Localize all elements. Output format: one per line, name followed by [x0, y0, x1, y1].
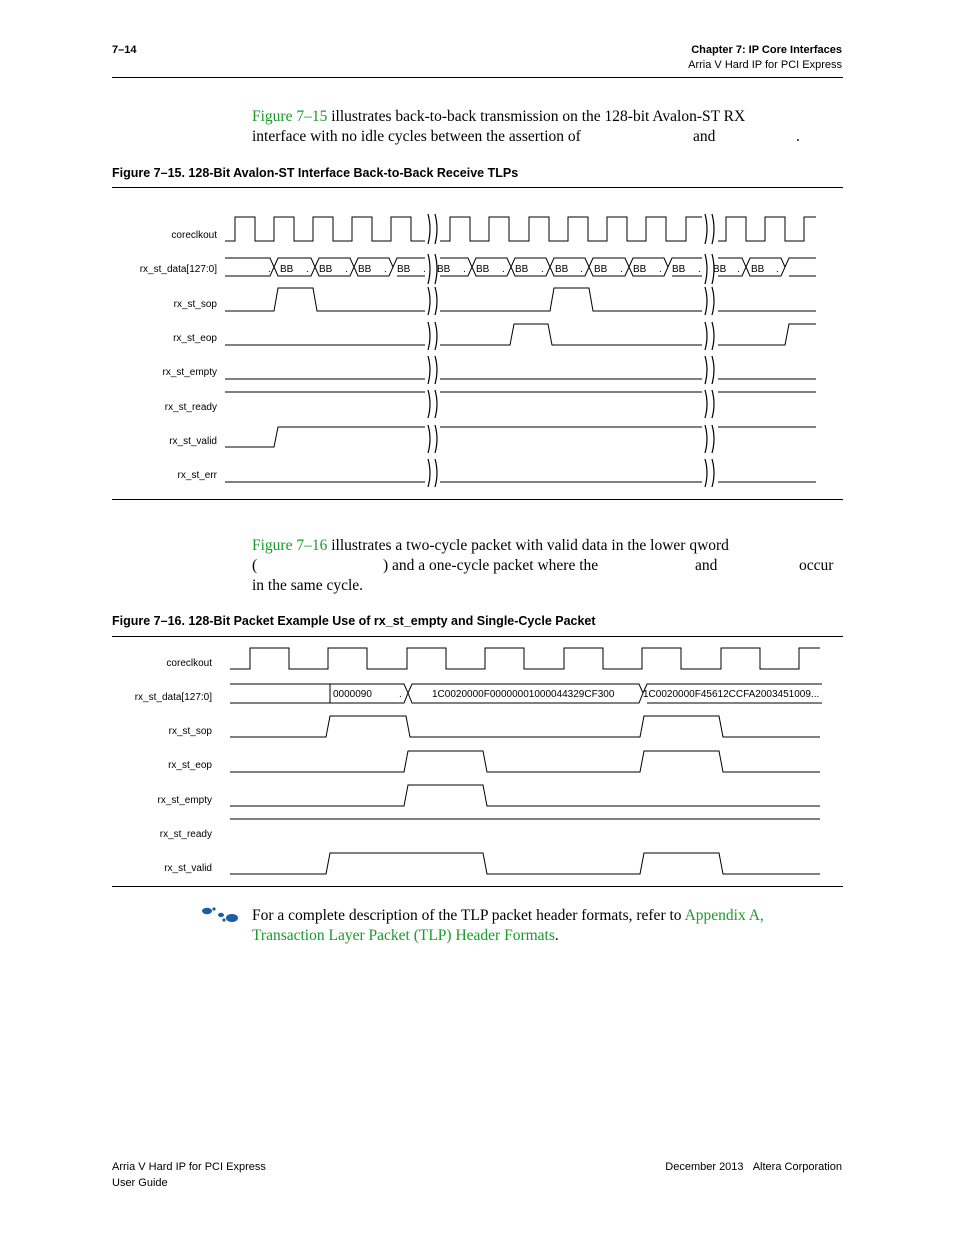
rx-st-valid-wave	[230, 853, 820, 874]
page-number: 7–14	[112, 44, 137, 56]
bus-value-label: .	[541, 264, 544, 275]
bus-value-label: .	[620, 264, 623, 275]
signal-label: rx_st_data[127:0]	[134, 692, 212, 703]
figure-7-16-caption: Figure 7–16. 128-Bit Packet Example Use of rx_st_empty and Single-Cycle Packet	[112, 614, 596, 628]
signal-label: rx_st_valid	[169, 436, 217, 447]
signal-label: coreclkout	[171, 230, 217, 241]
bus-value-label: BB	[515, 264, 529, 275]
bus-value-label: .	[306, 264, 309, 275]
bus-value-label: .	[776, 264, 779, 275]
bus-value-label: .	[502, 264, 505, 275]
bus-value-label: .	[423, 264, 426, 275]
rx-st-empty-wave	[230, 785, 820, 806]
product-name: Arria V Hard IP for PCI Express	[688, 59, 842, 71]
figure-7-16-link[interactable]: Figure 7–16	[252, 537, 328, 554]
paragraph-fig16-intro: Figure 7–16 illustrates a two-cycle packet with valid data in the lower qword ( ) and a one-cycle packet where the and occur in the same cycle.	[252, 537, 834, 594]
note-text: For a complete description of the TLP packet header formats, refer to Appendix A, Transaction Layer Packet (TLP) Header Formats.	[252, 907, 764, 944]
rx-st-sop-wave	[230, 716, 820, 737]
footer-product: Arria V Hard IP for PCI Express	[112, 1161, 266, 1173]
bus-value-label: .	[659, 264, 662, 275]
bus-value-label: .	[463, 264, 466, 275]
rx-st-valid-wave	[225, 427, 816, 447]
bus-value-label: BB	[476, 264, 490, 275]
bus-value-label: .	[399, 689, 402, 700]
chapter-title: Chapter 7: IP Core Interfaces	[691, 44, 842, 56]
signal-label: rx_st_data[127:0]	[139, 264, 217, 275]
bus-value-label: BB	[358, 264, 372, 275]
figure-7-15-link[interactable]: Figure 7–15	[252, 108, 328, 125]
rx-st-eop-wave	[225, 324, 816, 345]
paragraph-fig15-intro: Figure 7–15 illustrates back-to-back transmission on the 128-bit Avalon-ST RX interface with no idle cycles between the assertion of and .	[252, 108, 800, 145]
bus-value-label: BB	[594, 264, 608, 275]
bus-value-label: BB	[280, 264, 294, 275]
coreclkout-wave	[230, 648, 820, 669]
bus-value-label: BB	[555, 264, 569, 275]
signal-label: rx_st_ready	[159, 829, 212, 840]
bus-value-label: BB	[633, 264, 647, 275]
coreclkout-wave	[225, 217, 816, 241]
signal-label: rx_st_eop	[173, 333, 217, 344]
time-break-marks	[428, 214, 714, 487]
figure2-bottom-rule	[112, 886, 843, 887]
signal-label: coreclkout	[166, 658, 212, 669]
footer-date-company: December 2013 Altera Corporation	[665, 1161, 842, 1173]
bus-value-label: .	[737, 264, 740, 275]
signal-label: rx_st_sop	[173, 299, 217, 310]
bus-value-label: 0000090	[333, 689, 372, 700]
signal-label: rx_st_eop	[168, 760, 212, 771]
signal-label: rx_st_valid	[164, 863, 212, 874]
tlp-header-formats-link[interactable]: Transaction Layer Packet (TLP) Header Formats	[252, 927, 555, 944]
signal-label: rx_st_empty	[157, 795, 212, 806]
signal-label: rx_st_err	[177, 470, 217, 481]
bus-value-label: .	[345, 264, 348, 275]
figure2-top-rule	[112, 636, 843, 637]
signal-label: rx_st_ready	[164, 402, 217, 413]
bus-value-label: .	[384, 264, 387, 275]
figure-7-15-caption: Figure 7–15. 128-Bit Avalon-ST Interface Back-to-Back Receive TLPs	[112, 166, 519, 180]
bus-value-label: BB	[319, 264, 333, 275]
figure-7-16-waveform	[135, 648, 822, 874]
bus-value-label: 1C0020000F45612CCFA2003451009...	[643, 689, 820, 700]
bus-value-label: BB	[397, 264, 411, 275]
bus-value-label: BB	[437, 264, 451, 275]
bus-value-label: 1C0020000F00000001000044329CF300	[432, 689, 615, 700]
bus-value-label: BB	[672, 264, 686, 275]
rx-st-eop-wave	[230, 751, 820, 772]
signal-label: rx_st_sop	[168, 726, 212, 737]
signal-label: rx_st_empty	[162, 367, 217, 378]
footer-doc-type: User Guide	[112, 1177, 168, 1189]
bus-value-label: .	[580, 264, 583, 275]
footprints-icon	[200, 906, 242, 924]
appendix-a-link[interactable]: Appendix A,	[684, 907, 764, 924]
bus-value-label: .	[268, 264, 271, 275]
rx-st-sop-wave	[225, 288, 816, 311]
bus-value-label: .	[698, 264, 701, 275]
bus-value-label: BB	[713, 264, 727, 275]
bus-value-label: BB	[751, 264, 765, 275]
